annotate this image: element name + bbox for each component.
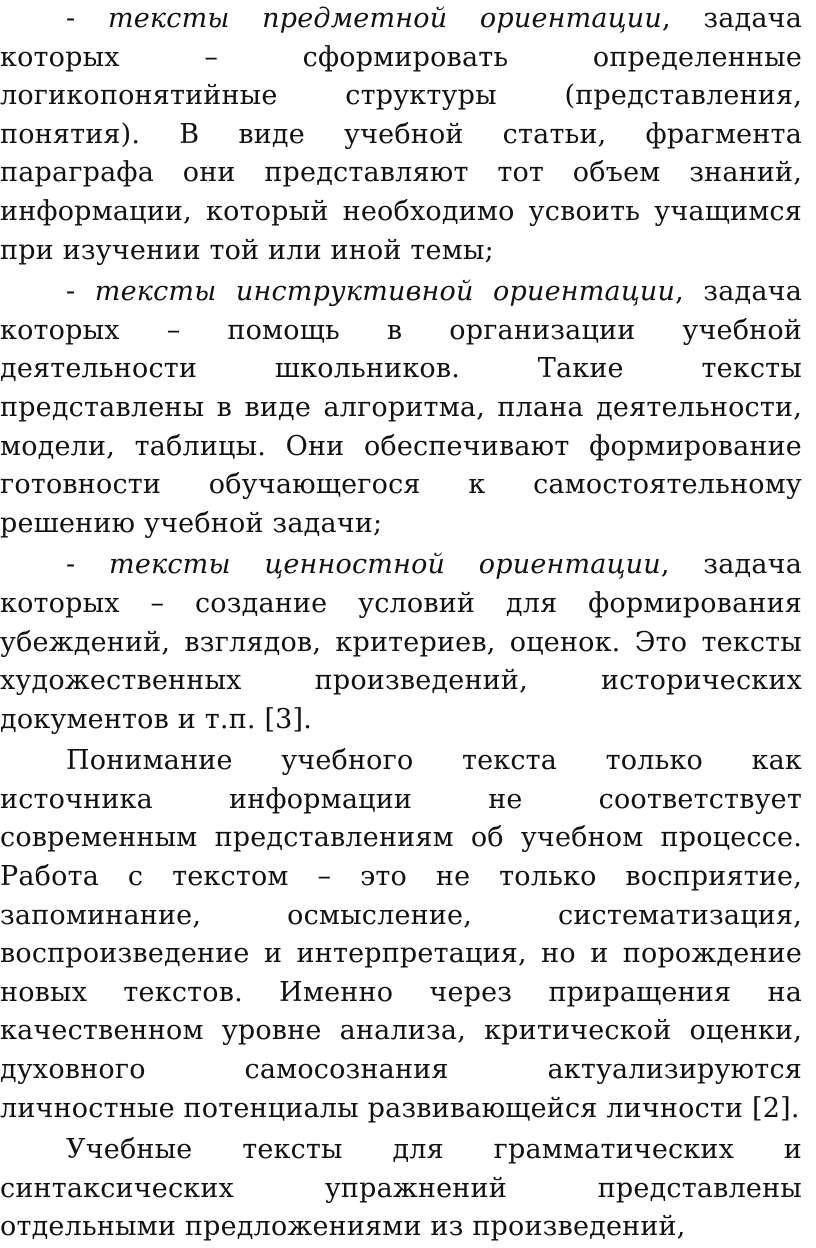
term-subject-orientation: тексты предметной ориентации (107, 3, 662, 34)
paragraph-body: , задача которых – помощь в организации учебной деятельности школьников. Такие тексты представлены в виде алгоритма, плана деятельности, модели, таблицы. Они обеспечивают формирование готовности обучающегося к самостоятельному решению учебной задачи; (0, 276, 802, 539)
list-dash: - (66, 549, 110, 581)
list-dash: - (66, 276, 95, 308)
paragraph-body: , задача которых – создание условий для формирования убеждений, взглядов, критериев, оценок. Это тексты художественных произведений, исторических документов и т.п. [3]. (0, 549, 802, 735)
paragraph-subject-oriented-texts (0, 0, 802, 270)
paragraph-understanding-text: Понимание учебного текста только как источника информации не соответствует современным представлениям об учебном процессе. Работа с текстом – это не только восприятие, запоминание, осмысление, систематизация, воспроизведение и интерпретация, но и порождение новых текстов. Именно через приращения на качественном уровне анализа, критической оценки, духовного самосознания актуализируются личностные потенциалы развивающейся личности [2]. (0, 745, 802, 1124)
paragraph-grammar-exercises: Учебные тексты для грамматических и синтаксических упражнений представлены отдельными предложениями из произведений, (0, 1134, 802, 1243)
list-dash: - (66, 3, 108, 34)
paragraph-instructive-texts (0, 273, 802, 543)
term-instructive-orientation: тексты инструктивной ориентации (94, 276, 676, 308)
paragraph-body: , задача которых – сформировать определенные логикопонятийные структуры (представления, понятия). В виде учебной статьи, фрагмента параграфа они представляют тот объем знаний, информации, который необходимо усвоить учащимся при изучении той или иной темы; (0, 3, 803, 266)
paragraph-value-texts (0, 546, 802, 739)
term-value-orientation: тексты ценностной ориентации (109, 549, 661, 581)
